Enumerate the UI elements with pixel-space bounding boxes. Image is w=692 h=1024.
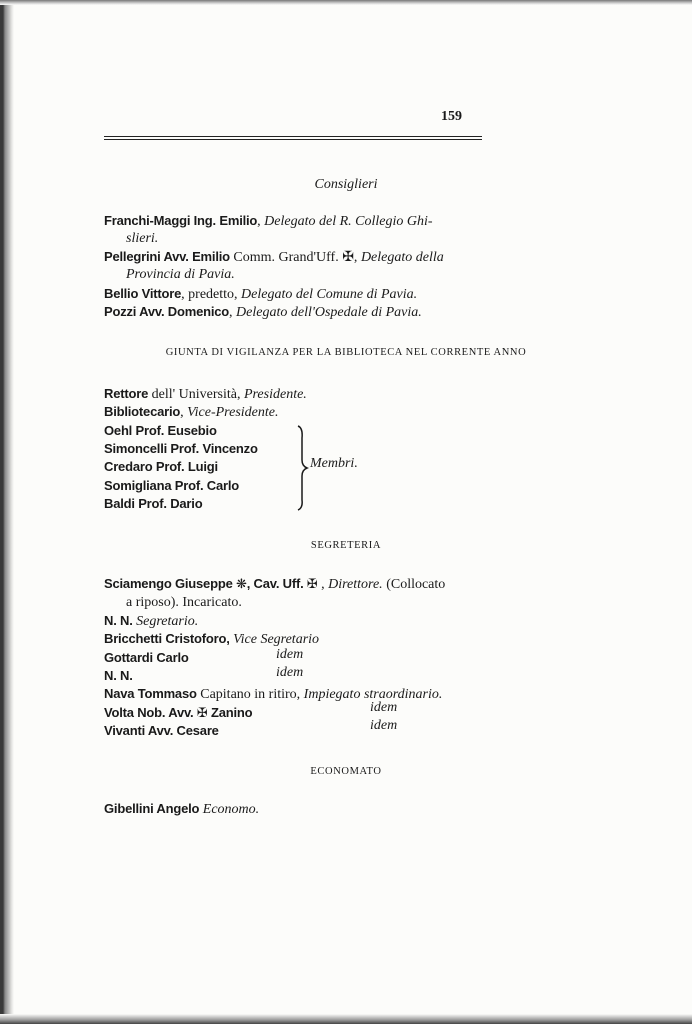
section-heading-consiglieri: Consiglieri [314, 177, 378, 192]
scan-edge-top [0, 0, 692, 5]
entry-nava: Nava Tommaso Capitano in ritiro, Impiegato straordinario. [104, 686, 443, 702]
entry-gottardi: Gottardi Carlo [104, 650, 189, 665]
entry-volta: Volta Nob. Avv. ✠ Zanino [104, 705, 253, 720]
entry-nn-2: N. N. [104, 668, 133, 683]
member-simoncelli: Simoncelli Prof. Vincenzo [104, 441, 258, 456]
entry-franchi-maggi-cont: slieri. [126, 231, 159, 246]
entry-gibellini: Gibellini Angelo Economo. [104, 801, 260, 817]
entry-pellegrini: Pellegrini Avv. Emilio Comm. Grand'Uff. ✠, Delegato della [104, 249, 444, 265]
section-heading-economato: ECONOMATO [310, 766, 382, 777]
membri-label: Membri. [310, 456, 358, 471]
idem-volta: idem [370, 700, 398, 715]
header-rule-thin [104, 139, 482, 140]
member-oehl: Oehl Prof. Eusebio [104, 423, 217, 438]
entry-pellegrini-cont: Provincia di Pavia. [126, 267, 235, 282]
curly-brace-icon [296, 424, 310, 512]
section-heading-giunta: GIUNTA DI VIGILANZA PER LA BIBLIOTECA NEL CORRENTE ANNO [165, 347, 527, 358]
entry-franchi-maggi: Franchi-Maggi Ing. Emilio, Delegato del R. Collegio Ghi- [104, 213, 433, 229]
scan-edge-bottom [0, 1014, 692, 1024]
entry-bibliotecario: Bibliotecario, Vice-Presidente. [104, 404, 279, 420]
member-somigliana: Somigliana Prof. Carlo [104, 478, 240, 493]
header-rule [104, 136, 482, 137]
page-number: 159 [441, 109, 462, 124]
member-baldi: Baldi Prof. Dario [104, 496, 203, 511]
entry-pozzi: Pozzi Avv. Domenico, Delegato dell'Ospedale di Pavia. [104, 304, 422, 320]
entry-sciamengo: Sciamengo Giuseppe ❋, Cav. Uff. ✠ , Direttore. (Collocato [104, 576, 446, 592]
entry-vivanti: Vivanti Avv. Cesare [104, 723, 219, 738]
section-heading-segreteria: SEGRETERIA [310, 540, 382, 551]
entry-bellio: Bellio Vittore, predetto, Delegato del Comune di Pavia. [104, 286, 418, 302]
idem-nn-2: idem [276, 665, 304, 680]
entry-sciamengo-cont: a riposo). Incaricato. [126, 595, 242, 610]
entry-rettore: Rettore dell' Università, Presidente. [104, 386, 307, 402]
entry-nn-segretario: N. N. Segretario. [104, 613, 199, 629]
member-credaro: Credaro Prof. Luigi [104, 459, 218, 474]
scan-edge-left [0, 0, 14, 1024]
entry-bricchetti: Bricchetti Cristoforo, Vice Segretario [104, 631, 320, 647]
idem-gottardi: idem [276, 647, 304, 662]
idem-vivanti: idem [370, 718, 398, 733]
